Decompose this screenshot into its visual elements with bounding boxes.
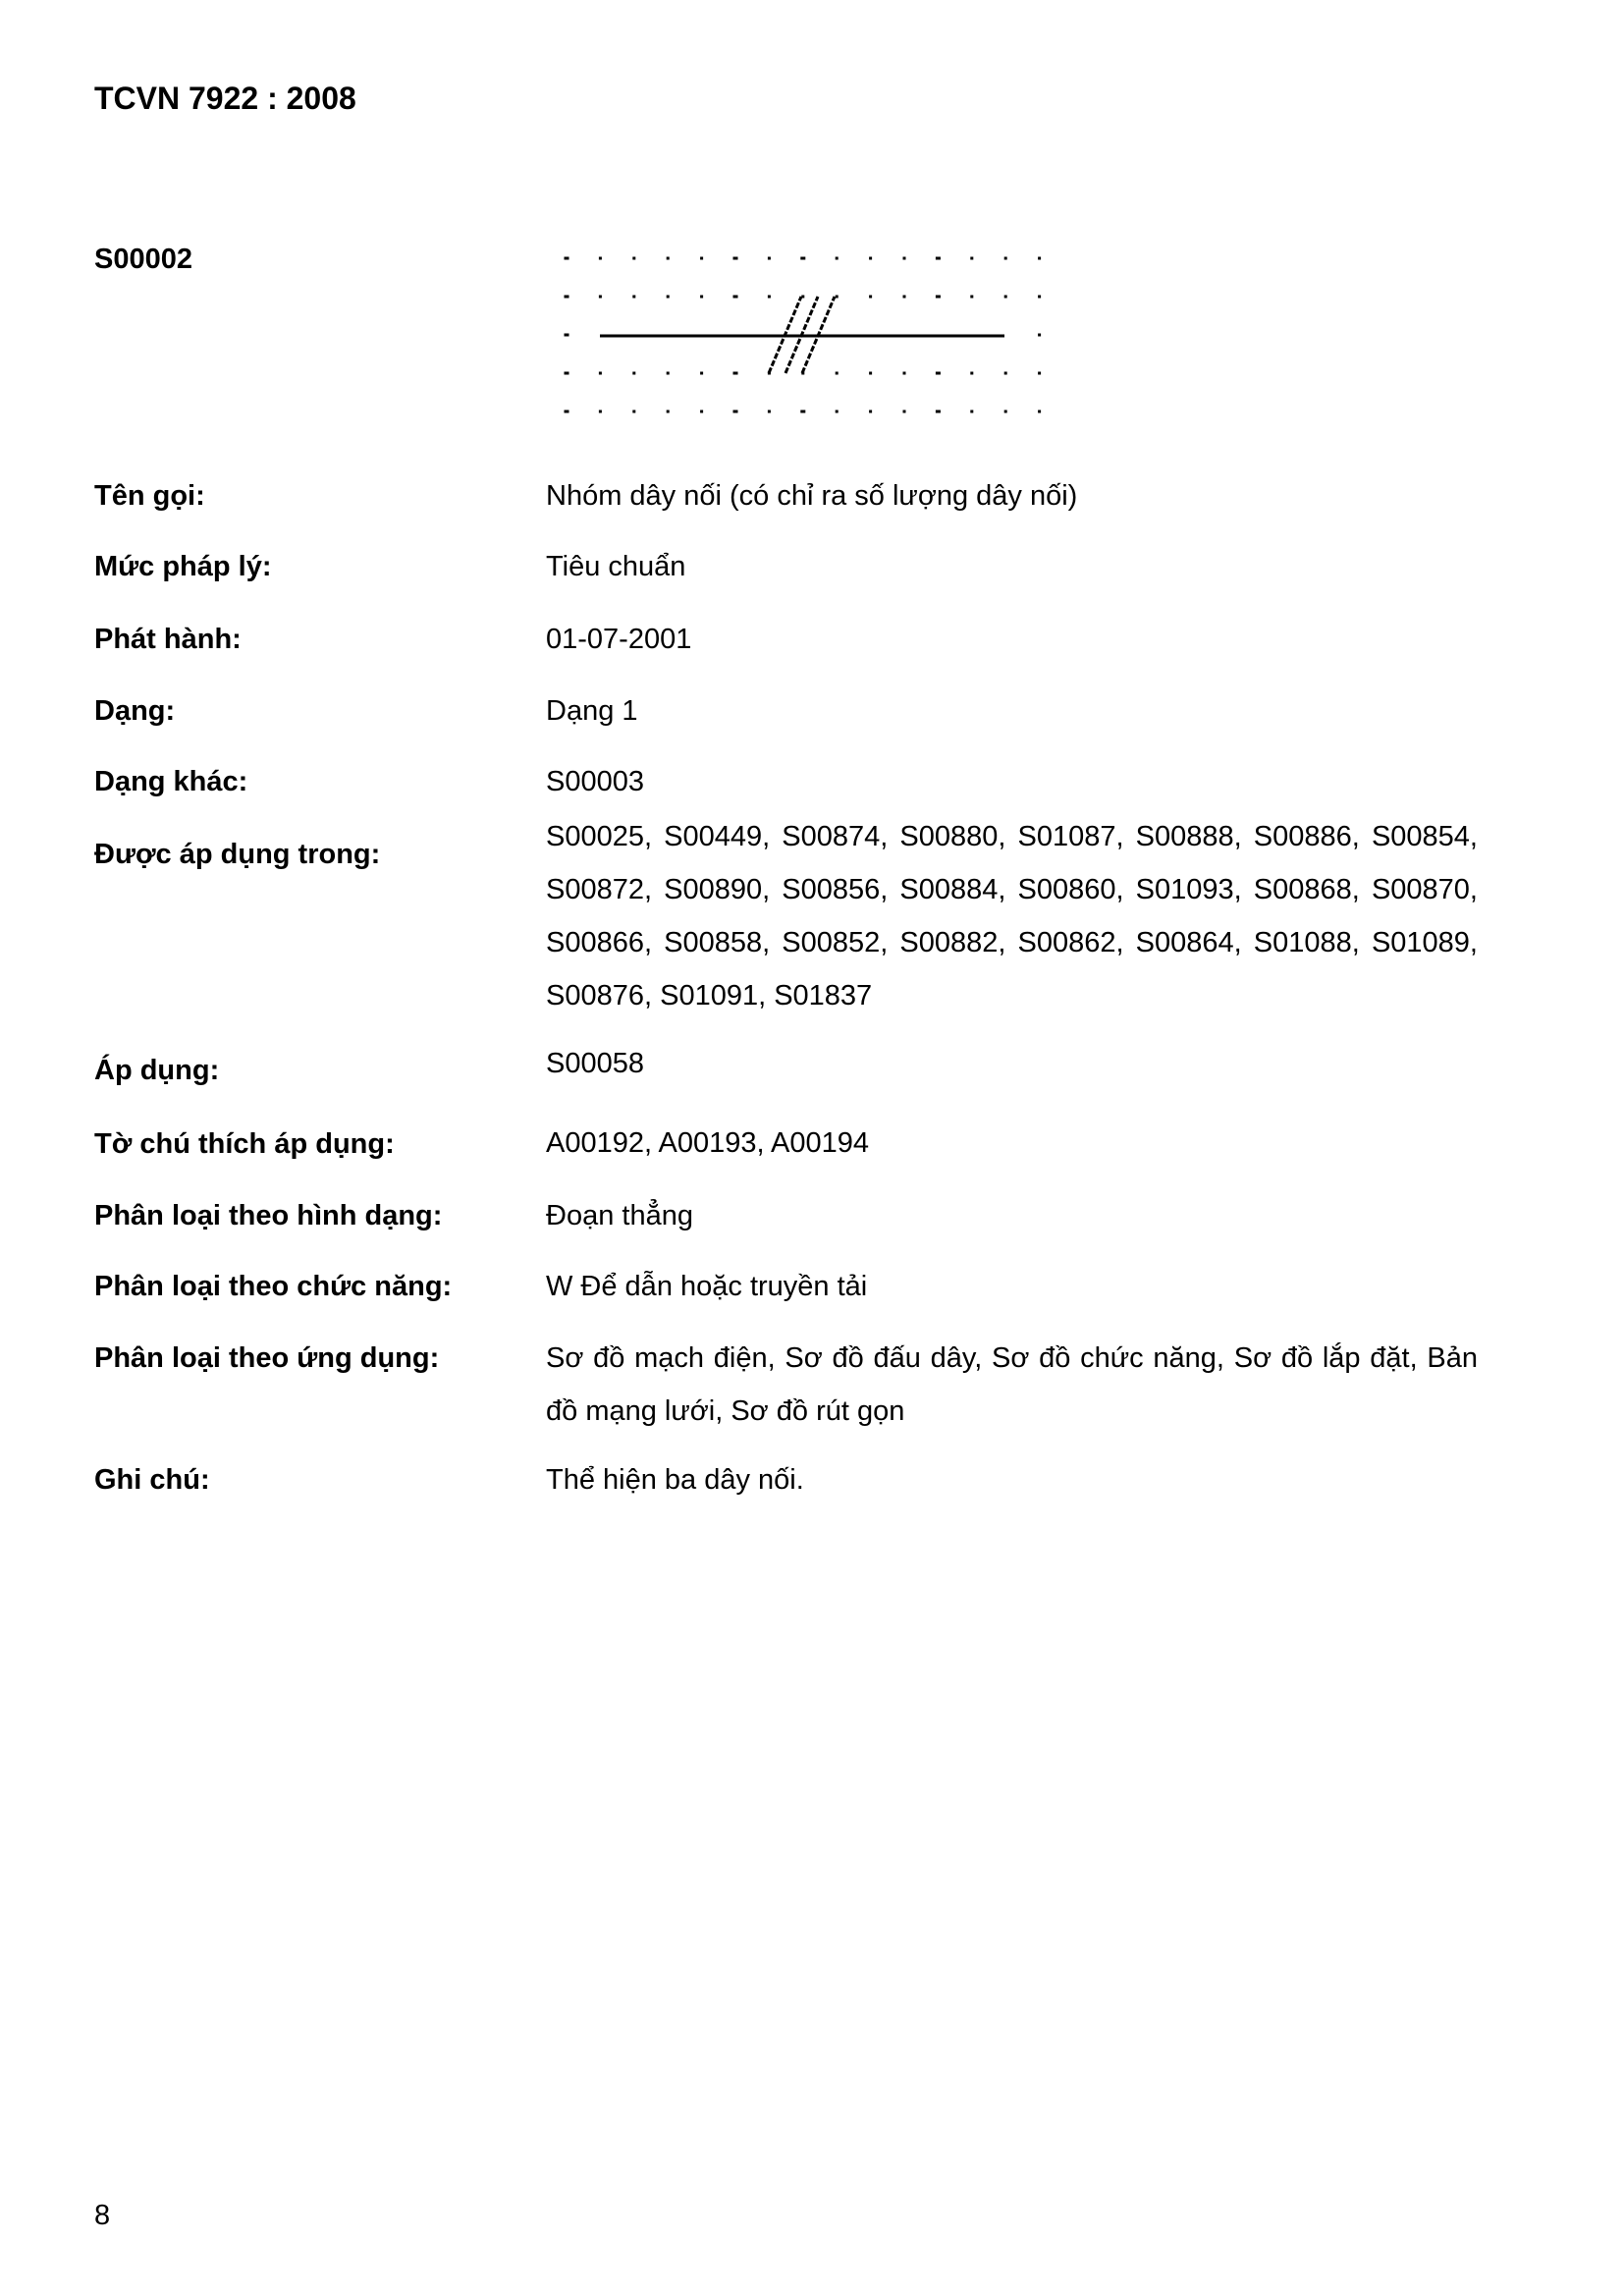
grid-dot	[1004, 257, 1007, 260]
grid-dot	[667, 296, 670, 299]
field-value-applies: S00058	[546, 1048, 644, 1079]
grid-dot	[970, 372, 973, 375]
grid-dot	[869, 257, 872, 260]
field-label-applied-in: Được áp dụng trong:	[94, 839, 381, 870]
field-label-function-class: Phân loại theo chức năng:	[94, 1271, 453, 1302]
field-label-other-form: Dạng khác:	[94, 766, 248, 797]
grid-dot	[869, 410, 872, 413]
grid-dot	[632, 372, 635, 375]
grid-dot	[936, 296, 941, 299]
grid-dot	[768, 257, 771, 260]
grid-dot	[632, 257, 635, 260]
grid-dot	[1004, 296, 1007, 299]
grid-dot	[700, 372, 703, 375]
grid-dot	[768, 296, 771, 299]
field-label-issued: Phát hành:	[94, 624, 242, 655]
grid-dot	[836, 372, 839, 375]
grid-dot	[565, 372, 569, 375]
grid-dot	[903, 410, 906, 413]
grid-dot	[800, 257, 805, 260]
field-value-form: Dạng 1	[546, 695, 638, 727]
grid-dot	[903, 296, 906, 299]
symbol-code: S00002	[94, 244, 192, 275]
field-value-other-form: S00003	[546, 766, 644, 797]
grid-dot	[768, 410, 771, 413]
grid-dot	[667, 410, 670, 413]
grid-dot	[1038, 372, 1041, 375]
field-value-legal-level: Tiêu chuẩn	[546, 551, 686, 582]
grid-dot	[1038, 296, 1041, 299]
grid-dot	[869, 372, 872, 375]
field-value-function-class: W Để dẫn hoặc truyền tải	[546, 1271, 868, 1302]
grid-dot	[1038, 257, 1041, 260]
grid-dot	[700, 296, 703, 299]
grid-dot	[970, 296, 973, 299]
grid-dot	[836, 410, 839, 413]
grid-dot	[1038, 334, 1041, 337]
grid-dot	[903, 257, 906, 260]
field-label-application-class: Phân loại theo ứng dụng:	[94, 1342, 440, 1374]
field-value-shape-class: Đoạn thẳng	[546, 1200, 693, 1231]
grid-dot	[733, 296, 738, 299]
grid-dot	[869, 296, 872, 299]
grid-dot	[733, 372, 738, 375]
field-value-name: Nhóm dây nối (có chỉ ra số lượng dây nối)	[546, 480, 1078, 512]
grid-dot	[700, 257, 703, 260]
field-value-note: Thể hiện ba dây nối.	[546, 1464, 804, 1496]
grid-dot	[667, 257, 670, 260]
field-value-application-class: Sơ đồ mạch điện, Sơ đồ đấu dây, Sơ đồ chức năng, Sơ đồ lắp đặt, Bản đồ mạng lưới, Sơ đồ rút gọn	[546, 1342, 1478, 1427]
field-label-form: Dạng:	[94, 695, 176, 727]
grid-dot	[970, 410, 973, 413]
grid-dot	[632, 410, 635, 413]
grid-dot	[599, 257, 602, 260]
document-header: TCVN 7922 : 2008	[94, 81, 356, 116]
grid-dot	[800, 410, 805, 413]
grid-dot	[936, 410, 941, 413]
page-number: 8	[94, 2200, 111, 2231]
grid-dot	[599, 372, 602, 375]
grid-dot	[936, 257, 941, 260]
field-value-application-notes: A00192, A00193, A00194	[546, 1127, 869, 1159]
field-value-issued: 01-07-2001	[546, 624, 692, 655]
field-value-applied-in: S00025, S00449, S00874, S00880, S01087, S00888, S00886, S00854, S00872, S00890, S00856, S00884, S00860, S01093, S00868, S00870, S00866, S00858, S00852, S00882, S00862, S00864, S01088, S01089, S00876, S01091, S01837	[546, 821, 1478, 1011]
grid-dot	[733, 410, 738, 413]
grid-dot	[599, 410, 602, 413]
grid-dot	[700, 410, 703, 413]
grid-dot	[632, 296, 635, 299]
grid-dot	[936, 372, 941, 375]
grid-dot	[565, 334, 569, 337]
grid-dot	[836, 257, 839, 260]
grid-dot	[667, 372, 670, 375]
grid-dot	[599, 296, 602, 299]
grid-dot	[1004, 372, 1007, 375]
grid-dot	[1038, 410, 1041, 413]
grid-dot	[1004, 410, 1007, 413]
grid-dot	[970, 257, 973, 260]
grid-dot	[903, 372, 906, 375]
grid-dot	[733, 257, 738, 260]
grid-dot	[565, 296, 569, 299]
field-label-note: Ghi chú:	[94, 1464, 210, 1496]
field-label-applies: Áp dụng:	[94, 1055, 220, 1086]
three-conductor-line-symbol-icon	[0, 0, 1624, 452]
grid-dot	[565, 410, 569, 413]
field-label-shape-class: Phân loại theo hình dạng:	[94, 1200, 443, 1231]
field-label-legal-level: Mức pháp lý:	[94, 551, 272, 582]
field-label-application-notes: Tờ chú thích áp dụng:	[94, 1128, 395, 1160]
grid-dot	[565, 257, 569, 260]
field-label-name: Tên gọi:	[94, 480, 205, 512]
